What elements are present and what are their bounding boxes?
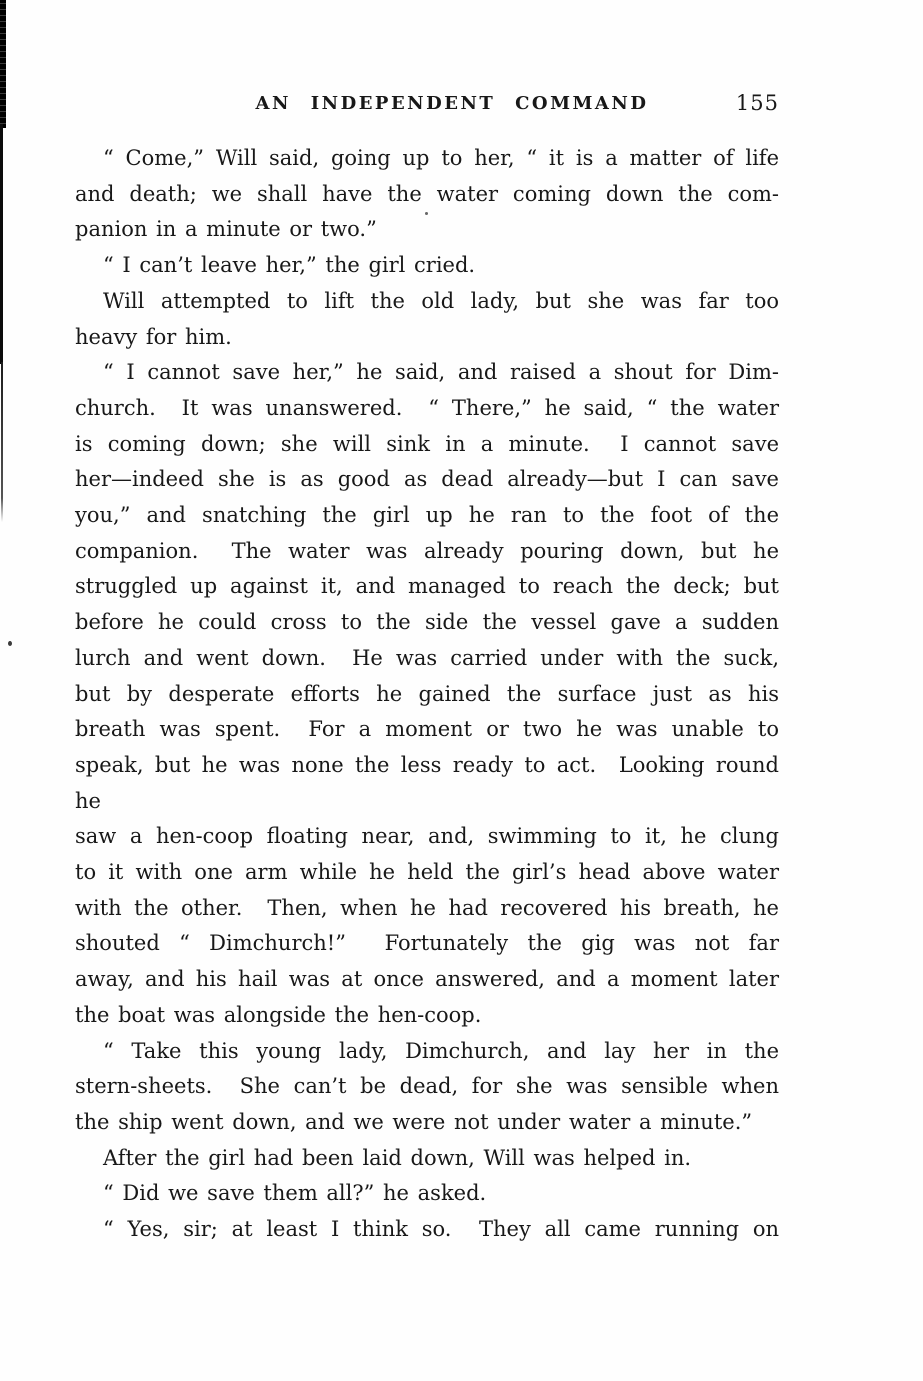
running-head [75,92,779,120]
text-line: “ I cannot save her,” he said, and raised a shout for Dim- [103,360,779,385]
text-line: struggled up against it, and managed to reach the deck; but [75,574,779,599]
text-block [75,141,788,1248]
scan-edge-artifact [0,124,3,364]
text-line: but by desperate efforts he gained the surface just as his [75,681,779,706]
text-line: “ I can’t leave her,” the girl cried. [103,253,476,278]
text-line: Will attempted to lift the old lady, but she was far too [103,288,779,313]
paragraph [75,1034,779,1141]
text-line: you,” and snatching the girl up he ran to the foot of the [75,503,779,528]
text-line: companion. The water was already pouring down, but he [75,538,779,563]
text-line: “ Did we save them all?” he asked. [103,1181,487,1206]
text-line: before he could cross to the side the vessel gave a sudden [75,610,779,635]
text-line: saw a hen-coop floating near, and, swimming to it, he clung [75,824,779,849]
text-line: the ship went down, and we were not under water a minute.” [75,1109,753,1134]
paragraph [75,141,779,248]
text-line: speak, but he was none the less ready to act. Looking round he [75,752,788,813]
paragraph [75,1212,779,1248]
text-line: stern-sheets. She can’t be dead, for she was sensible when [75,1074,779,1099]
text-line: “ Come,” Will said, going up to her, “ it is a matter of life [103,146,779,170]
paragraph [75,248,779,284]
paragraph [75,284,779,355]
text-line: shouted “ Dimchurch!” Fortunately the gig was not far [75,931,779,956]
text-line: lurch and went down. He was carried under with the suck, [75,645,779,670]
text-line: panion in a minute or two.” [75,217,377,242]
text-line: and death; we shall have the water coming down the com- [75,181,779,206]
paragraph [75,355,788,1033]
text-line: away, and his hail was at once answered, and a moment later [75,967,779,992]
text-line: “ Take this young lady, Dimchurch, and lay her in the [103,1038,779,1063]
text-line: “ Yes, sir; at least I think so. They all came running on [103,1217,779,1242]
text-line: the boat was alongside the hen-coop. [75,1002,482,1027]
text-line: After the girl had been laid down, Will was helped in. [103,1145,692,1170]
running-title: AN INDEPENDENT COMMAND [255,93,649,114]
text-line: church. It was unanswered. “ There,” he said, “ the water [75,395,779,420]
paragraph [75,1141,779,1177]
text-line: to it with one arm while he held the girl’s head above water [75,860,779,885]
scan-edge-artifact [1,362,3,522]
page-number: 155 [735,91,779,115]
paragraph [75,1176,779,1212]
scan-edge-artifact [0,0,6,128]
scan-speck [8,641,12,646]
text-line: heavy for him. [75,324,232,349]
text-line: breath was spent. For a moment or two he was unable to [75,717,779,742]
text-line: is coming down; she will sink in a minute. I cannot save [75,431,779,456]
text-line: her—indeed she is as good as dead already—but I can save [75,467,779,492]
text-line: with the other. Then, when he had recovered his breath, he [75,895,779,920]
